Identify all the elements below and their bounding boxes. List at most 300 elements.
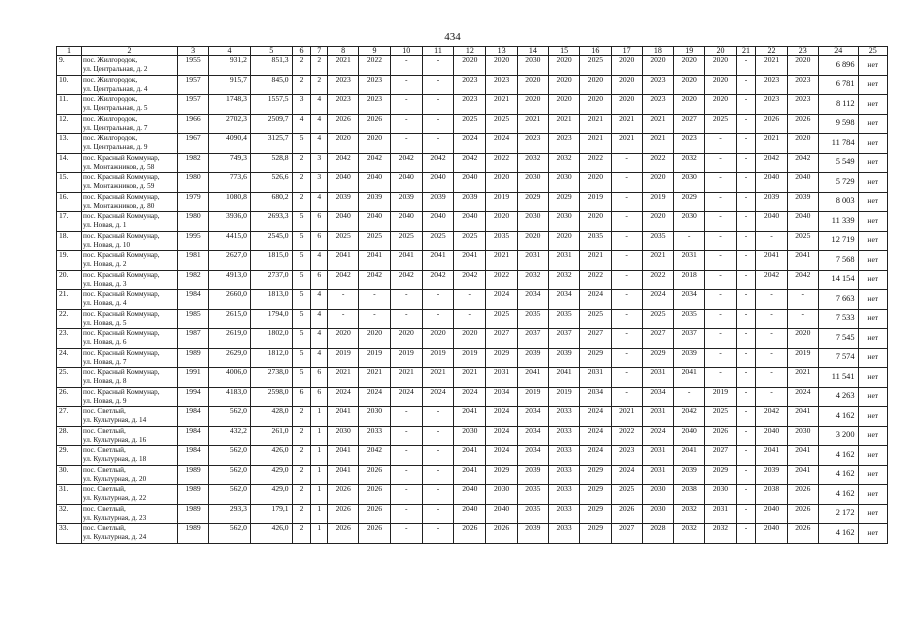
table-row (57, 153, 888, 173)
table-cell: - (756, 348, 787, 368)
table-cell: 2020 (611, 95, 642, 115)
table-cell: 2041 (756, 446, 787, 466)
table-cell: 2040 (454, 173, 486, 193)
table-cell: - (390, 504, 422, 524)
table-cell: 2027 (642, 329, 673, 349)
table-cell: 2034 (486, 387, 517, 407)
flag-cell: нет (858, 426, 887, 446)
table-cell: 2021 (580, 251, 611, 271)
table-cell: - (736, 56, 756, 76)
table-cell: 5 (292, 134, 311, 154)
table-cell: - (611, 173, 642, 193)
table-cell: 2029 (486, 465, 517, 485)
table-cell: 5 (292, 270, 311, 290)
address-cell: пос. Жилгородок, ул. Центральная, д. 9 (82, 134, 178, 154)
table-cell: 2024 (642, 290, 673, 310)
table-cell: 2 (292, 485, 311, 505)
table-cell: 2040 (674, 426, 705, 446)
column-number: 5 (250, 47, 292, 56)
table-cell: - (422, 309, 453, 329)
table-cell: 2020 (642, 212, 673, 232)
row-index: 10. (57, 75, 82, 95)
table-row (57, 192, 888, 212)
table-cell: 2023 (756, 95, 787, 115)
table-cell: 2042 (756, 153, 787, 173)
total-cell: 11 541 (818, 368, 858, 388)
column-number: 3 (177, 47, 208, 56)
area-cell: 432,2 (209, 426, 251, 446)
table-cell: - (422, 465, 453, 485)
area-cell: 845,0 (250, 75, 292, 95)
table-cell: 2026 (328, 485, 359, 505)
table-cell: 2042 (359, 270, 390, 290)
address-cell: пос. Красный Коммунар, ул. Новая, д. 2 (82, 251, 178, 271)
column-number: 2 (82, 47, 178, 56)
table-cell: 2023 (517, 134, 548, 154)
table-cell: 2021 (756, 134, 787, 154)
area-cell: 3125,7 (250, 134, 292, 154)
table-cell: 2023 (787, 95, 818, 115)
table-cell: 2041 (517, 368, 548, 388)
table-cell: - (390, 309, 422, 329)
total-cell: 7 663 (818, 290, 858, 310)
table-cell: 2023 (642, 95, 673, 115)
column-number: 23 (787, 47, 818, 56)
table-cell: 2026 (787, 114, 818, 134)
area-cell: 2629,0 (209, 348, 251, 368)
table-cell: 4 (311, 134, 328, 154)
table-cell: 1985 (177, 309, 208, 329)
row-index: 17. (57, 212, 82, 232)
table-cell: 2024 (328, 387, 359, 407)
total-cell: 4 162 (818, 465, 858, 485)
table-cell: 2021 (359, 368, 390, 388)
table-cell: - (390, 485, 422, 505)
row-index: 29. (57, 446, 82, 466)
table-cell: 2022 (642, 153, 673, 173)
table-cell: - (422, 95, 453, 115)
column-number: 15 (549, 47, 580, 56)
table-cell: 2024 (422, 387, 453, 407)
row-index: 26. (57, 387, 82, 407)
table-cell: - (736, 231, 756, 251)
table-cell: 2040 (756, 504, 787, 524)
table-cell: 2021 (390, 368, 422, 388)
table-cell: 2022 (611, 426, 642, 446)
table-cell: - (390, 524, 422, 544)
table-cell: 2020 (787, 134, 818, 154)
column-number: 19 (674, 47, 705, 56)
table-cell: 2026 (705, 426, 736, 446)
table-cell: 2022 (580, 153, 611, 173)
table-cell: - (422, 446, 453, 466)
table-cell: 2041 (328, 446, 359, 466)
table-cell: 2041 (328, 407, 359, 427)
table-cell: 2025 (422, 231, 453, 251)
area-cell: 1802,0 (250, 329, 292, 349)
table-cell: 2024 (486, 134, 517, 154)
table-cell: 2042 (454, 270, 486, 290)
table-cell: 2020 (674, 95, 705, 115)
table-cell: 2026 (787, 485, 818, 505)
total-cell: 6 781 (818, 75, 858, 95)
table-cell: 1984 (177, 407, 208, 427)
address-cell: пос. Жилгородок, ул. Центральная, д. 2 (82, 56, 178, 76)
table-cell: 1982 (177, 153, 208, 173)
table-cell: 2023 (756, 75, 787, 95)
table-cell: 2020 (454, 329, 486, 349)
table-cell: 1991 (177, 368, 208, 388)
table-cell: 2025 (580, 56, 611, 76)
table-cell: 2020 (549, 75, 580, 95)
table-cell: 2021 (454, 368, 486, 388)
area-cell: 1748,3 (209, 95, 251, 115)
table-cell: 2030 (705, 485, 736, 505)
table-cell: 2023 (359, 75, 390, 95)
table-cell: - (454, 290, 486, 310)
table-cell: 2040 (486, 504, 517, 524)
table-cell: 2020 (486, 173, 517, 193)
total-cell: 11 339 (818, 212, 858, 232)
table-cell: 2025 (580, 309, 611, 329)
table-cell: 2042 (328, 153, 359, 173)
area-cell: 261,0 (250, 426, 292, 446)
table-cell: 1979 (177, 192, 208, 212)
table-cell: 2024 (486, 290, 517, 310)
table-cell: 2029 (642, 348, 673, 368)
table-cell: 2030 (642, 485, 673, 505)
table-cell: 2042 (390, 270, 422, 290)
table-cell: 2042 (787, 270, 818, 290)
area-cell: 4415,0 (209, 231, 251, 251)
column-number: 16 (580, 47, 611, 56)
table-cell: - (422, 407, 453, 427)
table-cell: 2023 (787, 75, 818, 95)
table-cell: 2024 (454, 134, 486, 154)
column-number: 18 (642, 47, 673, 56)
table-cell: 5 (292, 231, 311, 251)
table-cell: 2034 (517, 290, 548, 310)
table-cell: 2030 (486, 485, 517, 505)
table-cell: - (736, 348, 756, 368)
row-index: 14. (57, 153, 82, 173)
table-cell: 2030 (549, 173, 580, 193)
table-cell: 2030 (549, 212, 580, 232)
table-cell: 2041 (787, 251, 818, 271)
total-cell: 4 263 (818, 387, 858, 407)
table-cell: 2020 (611, 56, 642, 76)
table-cell: 2040 (454, 485, 486, 505)
table-cell: 2039 (328, 192, 359, 212)
table-cell: - (422, 504, 453, 524)
table-cell: 2030 (328, 426, 359, 446)
row-index: 9. (57, 56, 82, 76)
address-cell: пос. Красный Коммунар, ул. Новая, д. 5 (82, 309, 178, 329)
table-cell: 2021 (486, 251, 517, 271)
column-number: 21 (736, 47, 756, 56)
table-cell: 4 (311, 95, 328, 115)
table-cell: - (736, 504, 756, 524)
address-cell: пос. Светлый, ул. Культурная, д. 20 (82, 465, 178, 485)
table-cell: 2021 (787, 368, 818, 388)
table-cell: 2024 (486, 446, 517, 466)
row-index: 11. (57, 95, 82, 115)
table-cell: 2039 (517, 524, 548, 544)
total-cell: 7 568 (818, 251, 858, 271)
table-cell: 2 (292, 153, 311, 173)
table-cell: - (736, 251, 756, 271)
table-cell: - (611, 290, 642, 310)
table-cell: - (756, 329, 787, 349)
table-cell: 2031 (642, 465, 673, 485)
total-cell: 9 598 (818, 114, 858, 134)
table-cell: 1982 (177, 270, 208, 290)
flag-cell: нет (858, 270, 887, 290)
table-cell: 2025 (787, 231, 818, 251)
table-cell: 2034 (642, 387, 673, 407)
address-cell: пос. Красный Коммунар, ул. Новая, д. 9 (82, 387, 178, 407)
table-cell: - (611, 212, 642, 232)
table-cell: 2030 (787, 426, 818, 446)
table-cell: 2031 (580, 368, 611, 388)
table-cell: 1 (311, 485, 328, 505)
table-row (57, 504, 888, 524)
total-cell: 5 549 (818, 153, 858, 173)
table-cell: 2039 (674, 348, 705, 368)
table-cell: - (390, 446, 422, 466)
table-cell: 2020 (580, 212, 611, 232)
table-cell: 2021 (422, 368, 453, 388)
flag-cell: нет (858, 368, 887, 388)
column-number: 6 (292, 47, 311, 56)
area-cell: 426,0 (250, 524, 292, 544)
area-cell: 2693,3 (250, 212, 292, 232)
table-cell: - (422, 485, 453, 505)
table-cell: 2025 (705, 407, 736, 427)
address-cell: пос. Светлый, ул. Культурная, д. 18 (82, 446, 178, 466)
address-cell: пос. Жилгородок, ул. Центральная, д. 5 (82, 95, 178, 115)
table-row (57, 270, 888, 290)
table-cell: - (736, 290, 756, 310)
table-row (57, 407, 888, 427)
table-cell: - (705, 329, 736, 349)
flag-cell: нет (858, 290, 887, 310)
table-cell: 2021 (611, 114, 642, 134)
table-cell: 1957 (177, 75, 208, 95)
table-cell: 2026 (611, 504, 642, 524)
table-cell: 2026 (328, 504, 359, 524)
area-cell: 426,0 (250, 446, 292, 466)
table-cell: 2035 (580, 231, 611, 251)
table-cell: 2020 (549, 231, 580, 251)
table-cell: 2029 (580, 524, 611, 544)
address-cell: пос. Красный Коммунар, ул. Монтажников, д. 59 (82, 173, 178, 193)
table-cell: - (756, 231, 787, 251)
row-index: 27. (57, 407, 82, 427)
table-cell: 2024 (486, 407, 517, 427)
table-cell: 2042 (422, 153, 453, 173)
table-row (57, 56, 888, 76)
table-cell: 2023 (549, 134, 580, 154)
flag-cell: нет (858, 504, 887, 524)
table-cell: 2039 (517, 348, 548, 368)
table-cell: 2033 (549, 446, 580, 466)
flag-cell: нет (858, 95, 887, 115)
table-cell: 2024 (359, 387, 390, 407)
table-cell: 2023 (611, 446, 642, 466)
flag-cell: нет (858, 134, 887, 154)
table-cell: 2021 (580, 114, 611, 134)
area-cell: 562,0 (209, 465, 251, 485)
table-cell: 2023 (454, 95, 486, 115)
row-index: 15. (57, 173, 82, 193)
table-cell: 2 (292, 56, 311, 76)
table-cell: 2025 (454, 231, 486, 251)
table-cell: 1 (311, 465, 328, 485)
table-cell: - (390, 134, 422, 154)
table-cell: 2039 (756, 192, 787, 212)
area-cell: 562,0 (209, 407, 251, 427)
table-cell: 2040 (454, 504, 486, 524)
table-cell: - (328, 290, 359, 310)
table-cell: 2040 (787, 212, 818, 232)
table-cell: 2039 (359, 192, 390, 212)
table-cell: 2027 (611, 524, 642, 544)
table-cell: 2040 (756, 212, 787, 232)
table-cell: 2020 (705, 56, 736, 76)
table-cell: 2035 (486, 231, 517, 251)
table-cell: 2024 (787, 387, 818, 407)
table-cell: 2023 (454, 75, 486, 95)
column-number: 17 (611, 47, 642, 56)
table-cell: 2027 (486, 329, 517, 349)
table-cell: 2041 (674, 368, 705, 388)
table-cell: 2024 (580, 407, 611, 427)
area-cell: 749,3 (209, 153, 251, 173)
area-cell: 1812,0 (250, 348, 292, 368)
table-cell: 2042 (359, 446, 390, 466)
table-cell: 2019 (422, 348, 453, 368)
table-cell: 2020 (486, 56, 517, 76)
table-cell: 3 (311, 173, 328, 193)
area-cell: 2702,3 (209, 114, 251, 134)
area-cell: 4006,0 (209, 368, 251, 388)
table-cell: - (705, 212, 736, 232)
table-cell: 2020 (642, 56, 673, 76)
table-cell: 2026 (359, 465, 390, 485)
table-cell: - (422, 75, 453, 95)
table-cell: 2031 (705, 504, 736, 524)
table-cell: 5 (292, 290, 311, 310)
table-cell: 2025 (454, 114, 486, 134)
table-cell: 2026 (756, 114, 787, 134)
table-cell: 2023 (359, 95, 390, 115)
table-cell: 2021 (756, 56, 787, 76)
total-cell: 5 729 (818, 173, 858, 193)
table-cell: 4 (311, 114, 328, 134)
table-cell: - (736, 426, 756, 446)
table-cell: 2042 (756, 407, 787, 427)
row-index: 33. (57, 524, 82, 544)
total-cell: 4 162 (818, 407, 858, 427)
header-row (57, 47, 888, 56)
table-cell: 2037 (517, 329, 548, 349)
table-cell: 1981 (177, 251, 208, 271)
column-number: 25 (858, 47, 887, 56)
flag-cell: нет (858, 75, 887, 95)
total-cell: 8 003 (818, 192, 858, 212)
column-number: 14 (517, 47, 548, 56)
table-cell: - (674, 231, 705, 251)
table-cell: 2024 (390, 387, 422, 407)
table-cell: 3 (311, 153, 328, 173)
address-cell: пос. Светлый, ул. Культурная, д. 23 (82, 504, 178, 524)
table-cell: 2026 (328, 524, 359, 544)
table-cell: 2026 (328, 114, 359, 134)
table-cell: 2026 (787, 524, 818, 544)
area-cell: 1557,5 (250, 95, 292, 115)
table-cell: 2040 (390, 173, 422, 193)
page-number: 434 (444, 31, 461, 43)
row-index: 18. (57, 231, 82, 251)
table-cell: 2 (292, 192, 311, 212)
address-cell: пос. Красный Коммунар, ул. Монтажников, д. 58 (82, 153, 178, 173)
table-cell: 2020 (549, 56, 580, 76)
table-cell: 2042 (756, 270, 787, 290)
table-cell: 2041 (454, 465, 486, 485)
area-cell: 851,3 (250, 56, 292, 76)
area-cell: 4090,4 (209, 134, 251, 154)
table-cell: 2023 (642, 75, 673, 95)
table-cell: 2030 (674, 173, 705, 193)
table-row (57, 173, 888, 193)
table-cell: 2026 (486, 524, 517, 544)
table-cell: 2029 (549, 192, 580, 212)
table-cell: 2029 (580, 348, 611, 368)
table-cell: 2039 (454, 192, 486, 212)
table-cell: - (705, 368, 736, 388)
table-cell: 2030 (454, 426, 486, 446)
total-cell: 7 574 (818, 348, 858, 368)
table-cell: 1980 (177, 173, 208, 193)
table-cell: 2020 (517, 95, 548, 115)
row-index: 20. (57, 270, 82, 290)
table-cell: 1989 (177, 348, 208, 368)
table-row (57, 212, 888, 232)
table-cell: 2024 (454, 387, 486, 407)
area-cell: 2615,0 (209, 309, 251, 329)
table-cell: 2037 (674, 329, 705, 349)
table-cell: 2041 (422, 251, 453, 271)
table-cell: 1 (311, 524, 328, 544)
table-cell: - (422, 114, 453, 134)
table-cell: 2032 (517, 153, 548, 173)
table-cell: 2021 (486, 95, 517, 115)
table-cell: 2029 (580, 465, 611, 485)
table-cell: 1984 (177, 290, 208, 310)
table-cell: 2040 (390, 212, 422, 232)
area-cell: 2619,0 (209, 329, 251, 349)
address-cell: пос. Красный Коммунар, ул. Новая, д. 6 (82, 329, 178, 349)
table-cell: 2030 (517, 56, 548, 76)
table-cell: - (705, 231, 736, 251)
table-cell: 2020 (517, 231, 548, 251)
table-cell: 2029 (705, 465, 736, 485)
table-cell: - (611, 387, 642, 407)
table-cell: 2022 (580, 270, 611, 290)
table-cell: 2019 (787, 348, 818, 368)
table-cell: 5 (292, 329, 311, 349)
